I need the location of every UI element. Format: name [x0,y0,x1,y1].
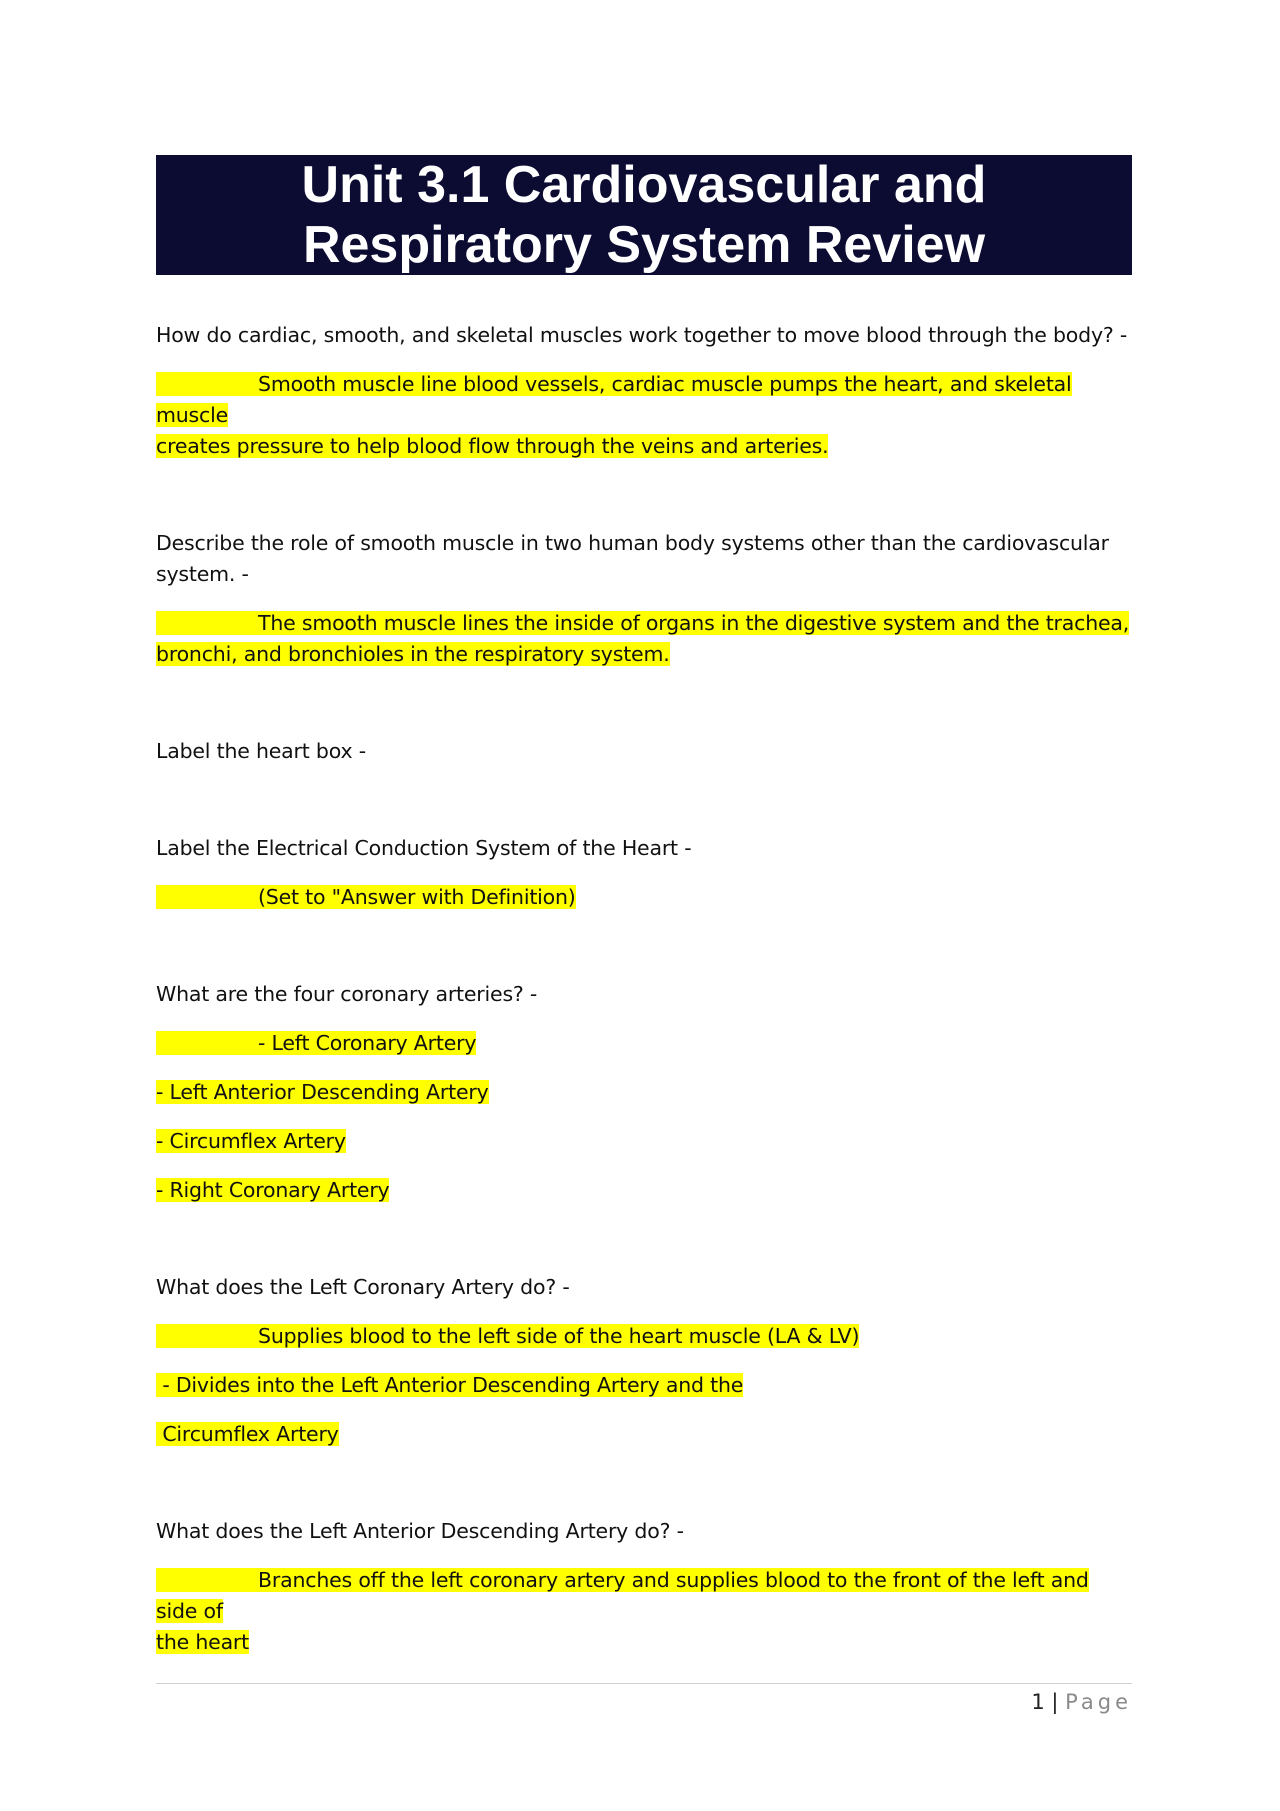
footer-separator: | [1051,1690,1059,1714]
page-number: 1 [1031,1690,1045,1714]
answer-5-line-2: - Left Anterior Descending Artery [156,1080,489,1104]
answer-6-line-1: Supplies blood to the left side of the heart muscle (LA & LV) [156,1321,1132,1352]
review-content [156,320,1132,1658]
question-7: What does the Left Anterior Descending Artery do? - [156,1519,684,1543]
answer-4: (Set to "Answer with Definition) [156,882,1132,913]
question-4: Label the Electrical Conduction System of the Heart - [156,836,692,860]
answer-7: Branches off the left coronary artery and supplies blood to the front of the left and side of the heart [156,1568,1089,1654]
footer-divider [156,1683,1132,1684]
question-2: Describe the role of smooth muscle in two human body systems other than the cardiovascular system. - [156,531,1109,586]
answer-6-line-3: Circumflex Artery [156,1422,339,1446]
title-line-2: Respiratory System Review [302,216,986,274]
page-footer [1031,1690,1132,1714]
question-1: How do cardiac, smooth, and skeletal muscles work together to move blood through the body? - [156,323,1128,347]
answer-6-line-2: - Divides into the Left Anterior Descending Artery and the [156,1373,744,1397]
page-label: Page [1065,1690,1132,1714]
answer-1: Smooth muscle line blood vessels, cardiac muscle pumps the heart, and skeletal muscle creates pressure to help blood flow through the veins and arteries. [156,372,1072,458]
answer-5-line-4: - Right Coronary Artery [156,1178,390,1202]
question-6: What does the Left Coronary Artery do? - [156,1275,570,1299]
answer-2: The smooth muscle lines the inside of organs in the digestive system and the trachea, bronchi, and bronchioles in the respiratory system. [156,611,1130,666]
question-3: Label the heart box - [156,739,366,763]
answer-5-line-3: - Circumflex Artery [156,1129,346,1153]
answer-5-line-1: - Left Coronary Artery [156,1028,1132,1059]
title-banner [156,155,1132,275]
title-line-1: Unit 3.1 Cardiovascular and [301,156,987,214]
question-5: What are the four coronary arteries? - [156,982,538,1006]
